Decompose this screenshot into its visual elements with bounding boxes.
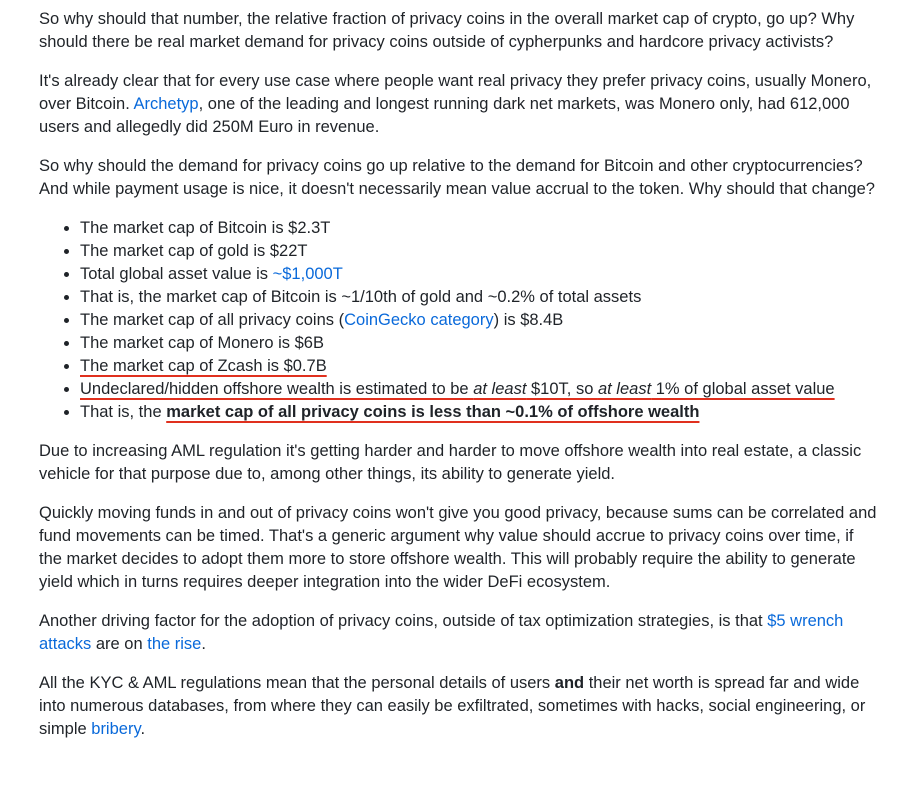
wrench-attacks-link[interactable]: $5 wrench attacks [39,612,844,653]
list-item-text: The market cap of all privacy coins ( [80,311,345,329]
paragraph-7-text-end: . [140,720,146,738]
list-item-offshore-wealth [80,378,879,401]
conclusion-text: That is, the [80,403,167,421]
archetyp-link[interactable]: Archetyp [133,95,199,113]
offshore-emphasis-1: at least [473,380,527,398]
list-item-text: Total global asset value is [80,265,273,283]
list-item: • That is, the market cap of Bitcoin is ~1/10th of gold and ~0.2% of total assets [80,286,879,309]
paragraph-6-text-middle: are on [91,635,148,653]
offshore-text-1: Undeclared/hidden offshore wealth is estimated to be [80,380,474,398]
paragraph-4: Due to increasing AML regulation it's getting harder and harder to move offshore wealth into real estate, a classic vehicle for that purpose due to, among other things, its ability to generate yield. [39,442,862,483]
paragraph-6-text-start: Another driving factor for the adoption of privacy coins, outside of tax optimization strategies, is that [39,612,768,630]
offshore-emphasis-2: at least [597,380,652,398]
paragraph-7-bold: and [554,674,585,692]
market-cap-list [39,217,879,424]
list-item: • The market cap of gold is $22T [80,240,879,263]
paragraph-5: Quickly moving funds in and out of privacy coins won't give you good privacy, because sums can be correlated and fund movements can be timed. That's a generic argument why value should accrue to privacy coins over time, if the market decides to adopt them more to store offshore wealth. This will probably require the ability to generate yield which in turns requires deeper integration into the wider DeFi ecosystem. [39,504,877,591]
bribery-link[interactable]: bribery [91,720,141,738]
paragraph-6 [39,610,879,656]
coingecko-category-link[interactable]: CoinGecko category [344,311,494,329]
list-item: • The market cap of Monero is $6B [80,332,879,355]
paragraph-2 [39,70,879,139]
list-item [80,263,879,286]
the-rise-link[interactable]: the rise [147,635,202,653]
list-item-zcash [80,355,879,378]
list-item: • The market cap of Bitcoin is $2.3T [80,217,879,240]
zcash-highlight: The market cap of Zcash is $0.7B [80,357,327,375]
paragraph-7-text-middle: their net worth is spread far and wide into numerous databases, from where they can easily be exfiltrated, sometimes with hacks, social engineering, or simple [39,674,866,738]
paragraph-2-text-end: , one of the leading and longest running dark net markets, was Monero only, had 612,000 users and allegedly did 250M Euro in revenue. [39,95,850,136]
paragraph-2-text-start: It's already clear that for every use case where people want real privacy they prefer privacy coins, usually Monero, over Bitcoin. [39,72,872,113]
paragraph-1: So why should that number, the relative fraction of privacy coins in the overall market cap of crypto, go up? Why should there be real market demand for privacy coins outside of cypherpunks and hardcore privacy activists? [39,10,855,51]
list-item-conclusion [80,401,879,424]
paragraph-7 [39,672,879,741]
offshore-text-2: $10T, so [526,380,598,398]
paragraph-6-text-end: . [201,635,206,653]
offshore-wealth-highlight [80,380,835,398]
paragraph-7-text-start: All the KYC & AML regulations mean that the personal details of users [39,674,555,692]
list-item [80,309,879,332]
paragraph-3: So why should the demand for privacy coins go up relative to the demand for Bitcoin and other cryptocurrencies? And while payment usage is nice, it doesn't necessarily mean value accrual to the token. Why should that change? [39,157,875,198]
article-body [39,8,879,757]
list-item-text: ) is $8.4B [493,311,564,329]
conclusion-bold-highlight: market cap of all privacy coins is less than ~0.1% of offshore wealth [166,403,700,421]
offshore-text-3: 1% of global asset value [651,380,835,398]
global-asset-value-link[interactable]: ~$1,000T [272,265,343,283]
